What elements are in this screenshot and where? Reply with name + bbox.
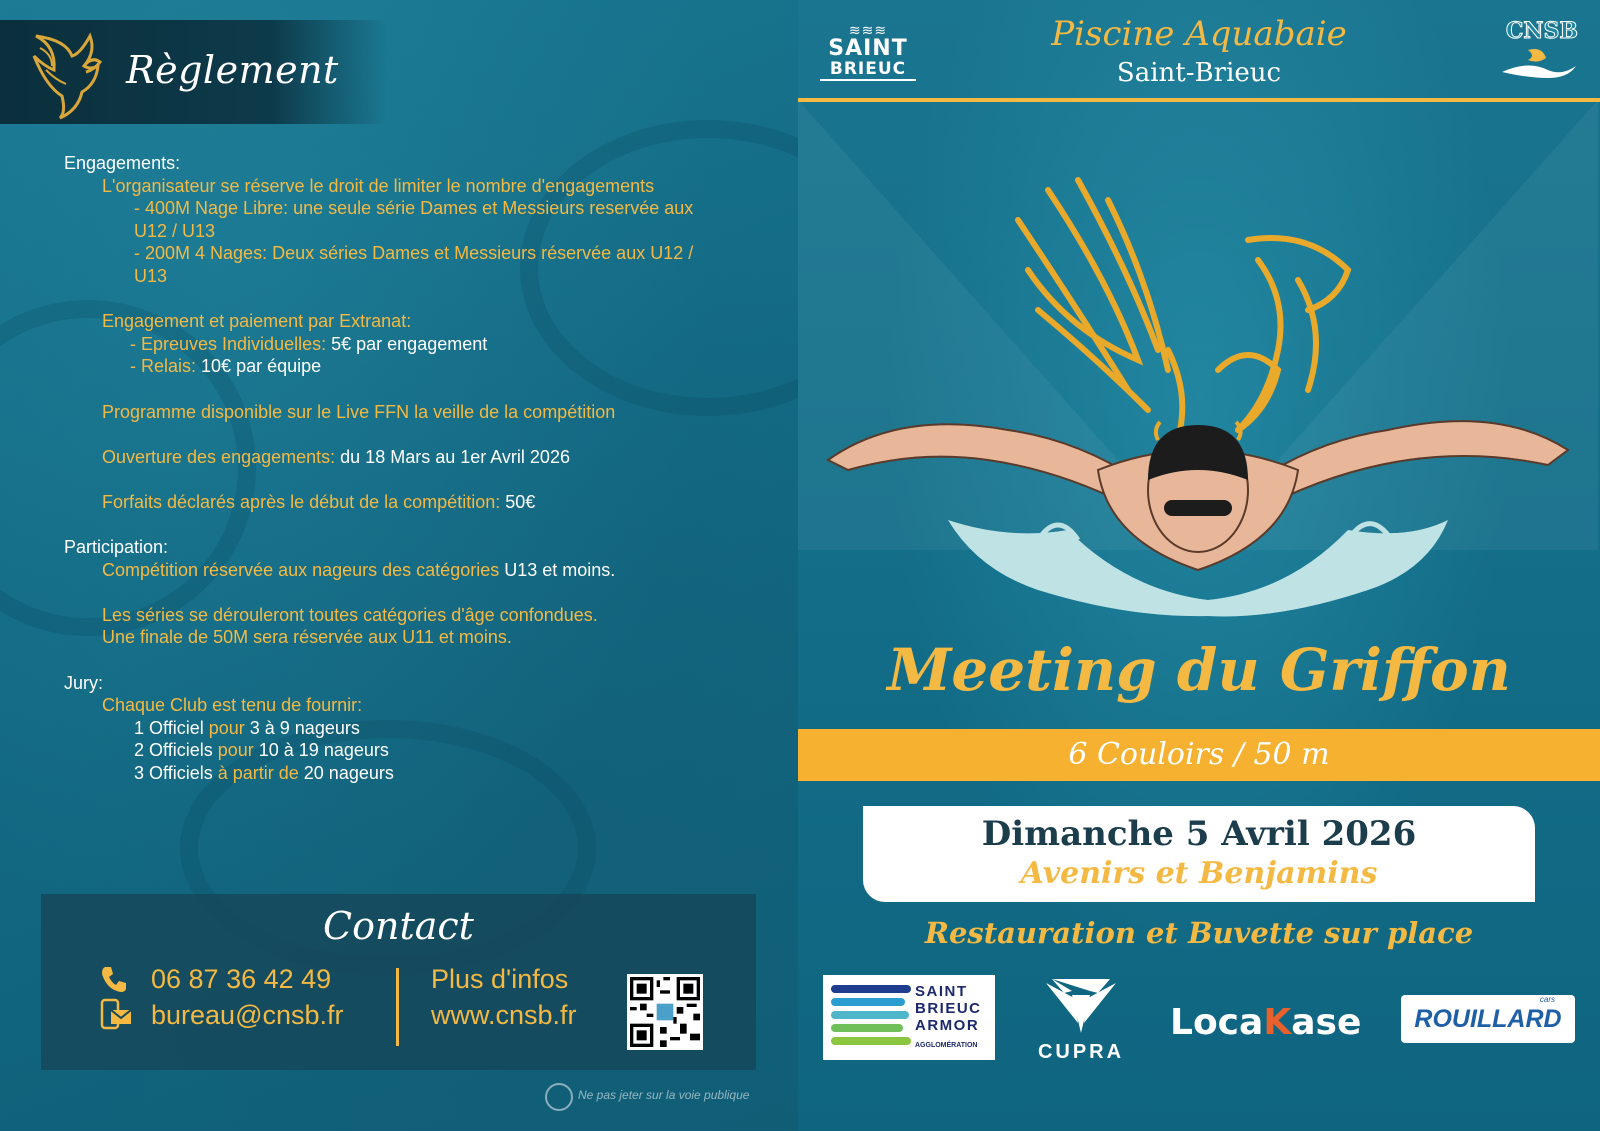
jury-connector: pour [217, 740, 254, 761]
waves-icon: ≋≋≋ [848, 22, 888, 38]
header-divider [798, 98, 1600, 102]
lanes-band [798, 729, 1600, 781]
sba-line: BRIEUC [915, 1000, 982, 1017]
contact-title: Contact [323, 904, 474, 948]
event-date: Dimanche 5 Avril 2026 [981, 814, 1417, 854]
loca-text: ase [1291, 1002, 1362, 1043]
programme-text: Programme disponible sur le Live FFN la veille de la compétition [102, 401, 616, 422]
participation-label: Participation: [64, 537, 169, 558]
event-categories: Avenirs et Benjamins [1020, 856, 1378, 891]
rules-title: Règlement [126, 48, 339, 92]
limit-200: - 200M 4 Nages: Deux séries Dames et Messieurs réservée aux U12 / [134, 243, 694, 264]
jury-range: 10 à 19 nageurs [258, 740, 389, 761]
participation-value: U13 et moins. [504, 559, 616, 580]
participation-text: Compétition réservée aux nageurs des catégories [102, 559, 500, 580]
jury-label: Jury: [64, 672, 104, 693]
sba-line: SAINT [915, 983, 968, 1000]
relay-value: 10€ par équipe [201, 356, 322, 377]
sponsor-rouillard [1401, 995, 1575, 1043]
forfeit-label: Forfaits déclarés après le début de la compétition: [102, 491, 501, 512]
website-link[interactable]: www.cnsb.fr [431, 1000, 577, 1030]
jury-text: Chaque Club est tenu de fournir: [102, 695, 363, 716]
jury-count: 3 Officiels [134, 763, 213, 784]
jury-count: 1 Officiel [134, 717, 204, 738]
sponsor-saint-brieuc-armor [823, 975, 995, 1060]
poster-panel [798, 0, 1600, 1131]
venue-name: Piscine Aquabaie [1051, 14, 1347, 54]
meeting-title: Meeting du Griffon [887, 636, 1511, 704]
limit-400: - 400M Nage Libre: une seule série Dames et Messieurs reservée aux [134, 198, 694, 219]
lanes-text: 6 Couloirs / 50 m [1068, 737, 1330, 772]
more-info-label: Plus d'infos [431, 964, 569, 994]
cnsb-logo-text: CNSB [1505, 18, 1578, 44]
loca-text: Loca [1170, 1002, 1264, 1043]
jury-connector: pour [208, 717, 245, 738]
cnsb-logo [1498, 18, 1578, 82]
contact-box [41, 894, 756, 1070]
rules-header [0, 20, 388, 124]
logo-sb-line2: BRIEUC [820, 59, 916, 81]
qr-code[interactable] [627, 974, 703, 1050]
griffon-wave-icon [1498, 44, 1578, 80]
date-box [863, 806, 1535, 902]
cupra-logo-icon [1016, 975, 1146, 1041]
sponsor-cupra [1016, 975, 1146, 1065]
mobile-mail-icon [99, 998, 133, 1032]
jury-connector: à partir de [217, 763, 299, 784]
recycle-icon [545, 1083, 573, 1111]
contact-divider [396, 968, 399, 1046]
venue-city: Saint-Brieuc [1116, 58, 1282, 88]
series-text: Les séries se dérouleront toutes catégories d'âge confondues. [102, 604, 598, 625]
cupra-text: CUPRA [1037, 1041, 1125, 1063]
limit-200-cont: U13 [134, 265, 168, 286]
loca-k: K [1263, 1002, 1292, 1043]
indiv-label: - Epreuves Individuelles: [130, 333, 327, 354]
opening-value: du 18 Mars au 1er Avril 2026 [340, 446, 570, 467]
griffon-logo-icon [26, 26, 106, 120]
engagements-label: Engagements: [64, 153, 181, 173]
final-text: Une finale de 50M sera réservée aux U11 et moins. [102, 627, 512, 648]
limit-text: L'organisateur se réserve le droit de limiter le nombre d'engagements [102, 175, 655, 196]
payment-label: Engagement et paiement par Extranat: [102, 311, 412, 332]
sba-line: ARMOR [915, 1017, 980, 1034]
jury-range: 3 à 9 nageurs [249, 717, 360, 738]
rouillard-text: ROUILLARD [1414, 1005, 1562, 1033]
griffon-swimmer-illustration [808, 160, 1588, 630]
phone-icon [99, 964, 129, 994]
jury-range: 20 nageurs [303, 763, 394, 784]
food-notice: Restauration et Buvette sur place [924, 916, 1474, 950]
jury-count: 2 Officiels [134, 740, 213, 761]
phone-link[interactable]: 06 87 36 42 49 [151, 964, 332, 994]
rules-panel [0, 0, 798, 1131]
relay-label: - Relais: [130, 356, 197, 377]
rouillard-small: cars [1539, 995, 1555, 1004]
logo-sb-line1: SAINT [828, 36, 908, 61]
email-link[interactable]: bureau@cnsb.fr [151, 1000, 344, 1030]
opening-label: Ouverture des engagements: [102, 446, 336, 467]
sponsor-locakase [1170, 1002, 1361, 1043]
footer-note: Ne pas jeter sur la voie publique [578, 1088, 750, 1102]
qr-code-icon [630, 977, 700, 1047]
rules-body [64, 152, 744, 785]
sba-line: AGGLOMÉRATION [915, 1042, 978, 1049]
waves-logo-icon [831, 985, 911, 1050]
sponsor-sba-text [915, 983, 982, 1054]
indiv-value: 5€ par engagement [331, 333, 488, 354]
forfeit-value: 50€ [505, 491, 536, 512]
limit-400-cont: U12 / U13 [134, 220, 216, 241]
